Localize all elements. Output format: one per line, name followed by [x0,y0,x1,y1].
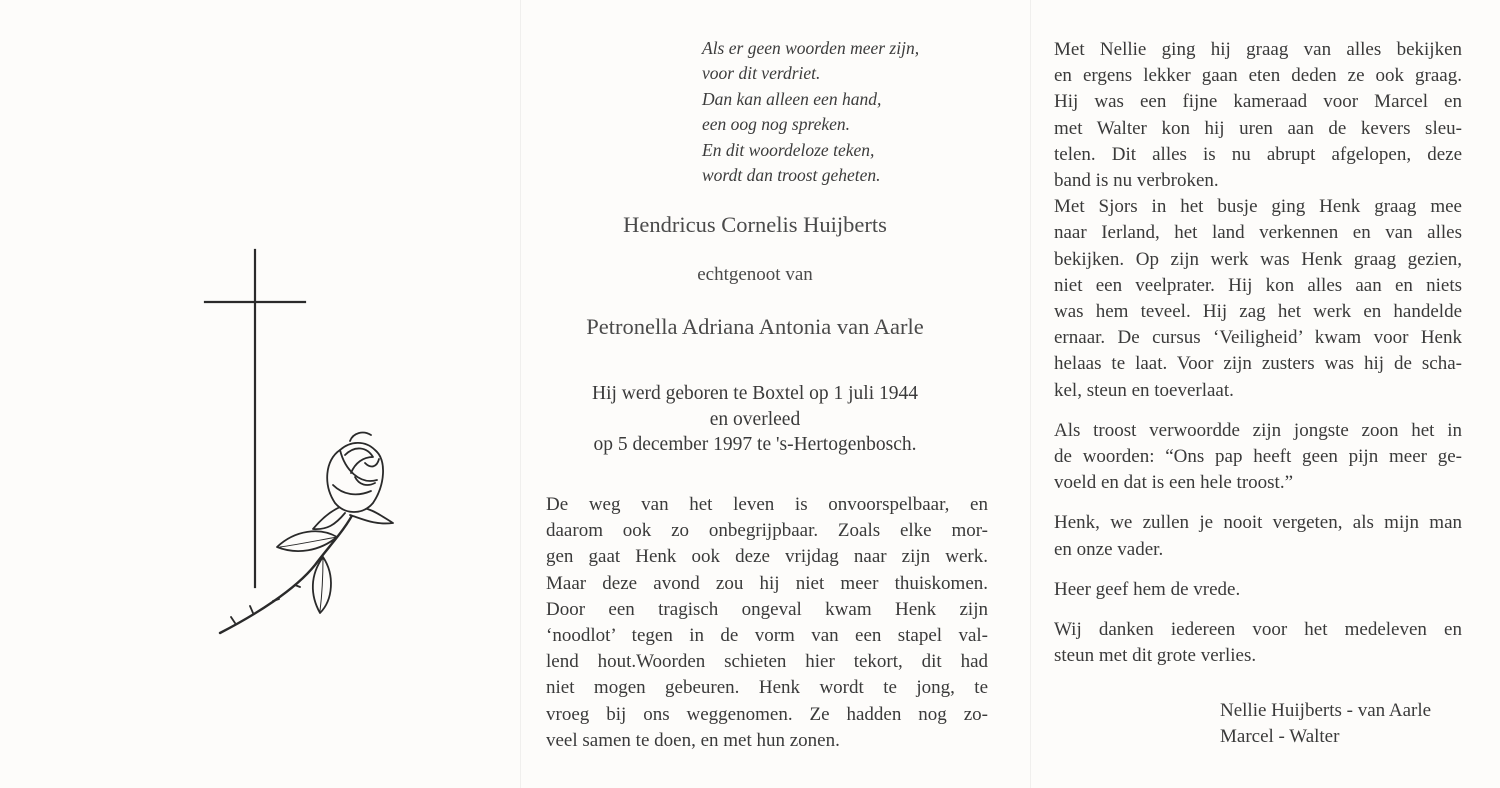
text-line: ernaar. De cursus ‘Veiligheid’ kwam voor Henk [1054,327,1462,349]
text-line: Als troost verwoordde zijn jongste zoon het in [1054,419,1462,441]
text-line: met Walter kon hij uren aan de kevers sleu- [1054,117,1462,139]
paragraph-prayer [1054,577,1462,603]
text-line: en onze vader. [1054,538,1164,560]
text-line: niet een veelprater. Hij kon alles aan en niets [1054,274,1462,296]
text-line: niet mogen gebeuren. Henk wordt te jong, te [546,677,988,699]
text-line: Henk, we zullen je nooit vergeten, als mijn man [1054,512,1462,534]
tribute-text [1054,37,1462,669]
text-line: telen. Dit alles is nu abrupt afgelopen, deze [1054,143,1462,165]
text-line: de woorden: “Ons pap heeft geen pijn meer ge- [1054,446,1462,468]
text-line: ‘noodlot’ tegen in de vorm van een stapel val- [546,625,988,647]
memorial-poem [702,36,919,188]
cross-icon [205,250,305,587]
poem-line: Dan kan alleen een hand, [702,88,882,109]
family-signatures [1220,698,1431,750]
paragraph-memories [1054,37,1462,194]
text-line: naar Ierland, het land verkennen en van alles [1054,222,1462,244]
paragraph-never-forget [1054,510,1462,562]
text-line: Met Nellie ging hij graag van alles bekijken [1054,39,1462,60]
text-line: band is nu verbroken. [1054,170,1219,192]
text-line: gen gaat Henk ook deze vrijdag naar zijn werk. [546,546,988,568]
deceased-name: Hendricus Cornelis Huijberts [623,212,887,237]
memorial-text [546,492,988,754]
text-line: Hij was een fijne kameraad voor Marcel en [1054,91,1462,113]
signature-line: Nellie Huijberts - van Aarle [1220,700,1432,721]
text-line: Door een tragisch ongeval kwam Henk zijn [546,598,988,620]
text-line: Maar deze avond zou hij niet meer thuiskomen. [546,572,988,594]
text-line: Wij danken iedereen voor het medeleven en [1054,619,1462,641]
paragraph-comfort [1054,418,1462,497]
text-line: Met Sjors in het busje ging Henk graag mee [1054,196,1462,218]
text-line: was hem teveel. Hij zag het werk en handelde [1054,301,1462,323]
paragraph-work [1054,194,1462,404]
text-line: daarom ook zo onbegrijpbaar. Zoals elke mor- [546,520,988,542]
text-line: lend hout.Woorden schieten hier tekort, dit had [546,651,988,673]
text-line: kel, steun en toeverlaat. [1054,379,1234,401]
center-panel [520,0,1010,788]
date-line: Hij werd geboren te Boxtel op 1 juli 1944 [591,383,919,404]
emblem-graphic [195,245,395,645]
text-line: helaas te laat. Voor zijn zusters was hij de scha- [1054,353,1462,375]
text-line: steun met dit grote verlies. [1054,645,1257,667]
text-line: bekijken. Op zijn werk was Henk graag gezien, [1054,248,1462,270]
spouse-intro: echtgenoot van [697,264,813,285]
spouse-name: Petronella Adriana Antonia van Aarle [586,314,924,339]
paragraph-thanks [1054,617,1462,669]
signature-line: Marcel - Walter [1220,726,1340,747]
text-line: Heer geef hem de vrede. [1054,578,1241,600]
text-line: veel samen te doen, en met hun zonen. [546,729,840,751]
date-line: op 5 december 1997 te 's-Hertogenbosch. [593,434,917,455]
date-line: en overleed [709,408,801,430]
birth-death-dates [520,381,990,458]
poem-line: Als er geen woorden meer zijn, [702,38,920,58]
emblem-panel [0,0,520,788]
text-line: en ergens lekker gaan eten deden ze ook graag. [1054,65,1462,87]
right-panel [1030,0,1500,788]
poem-line: wordt dan troost geheten. [702,165,881,186]
rose-icon [220,433,393,633]
poem-line: En dit woordeloze teken, [702,139,875,160]
text-line: De weg van het leven is onvoorspelbaar, en [546,494,988,515]
text-line: vroeg bij ons weggenomen. Ze hadden nog zo- [546,703,988,725]
poem-line: een oog nog spreken. [702,114,851,135]
text-line: voeld en dat is een hele troost.” [1054,472,1294,494]
poem-line: voor dit verdriet. [702,63,821,84]
